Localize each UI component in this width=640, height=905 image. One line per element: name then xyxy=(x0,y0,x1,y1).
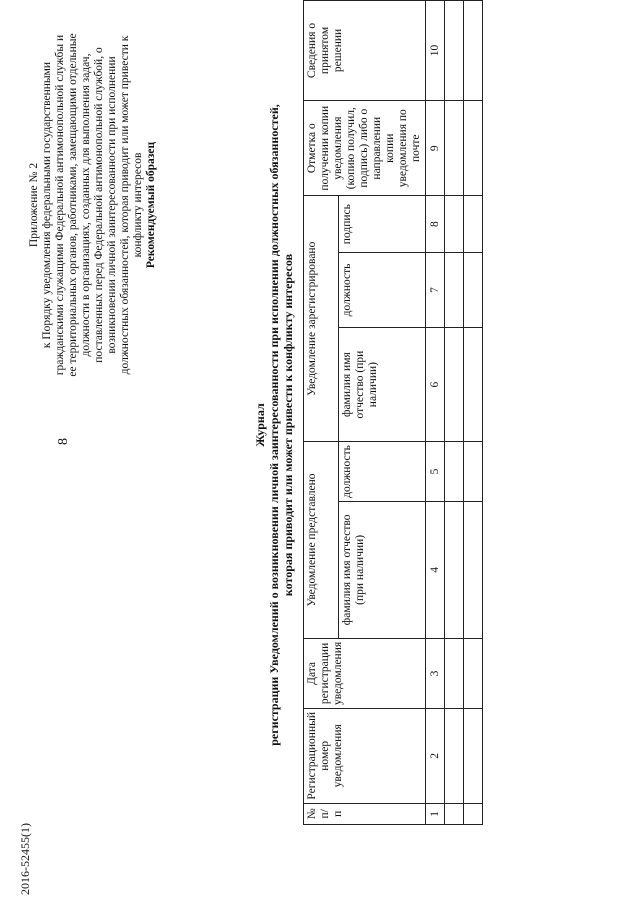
subheader-registered-fio: фамилия имя отчество (при наличии) xyxy=(339,328,426,442)
appendix-line: должности в организациях, созданных для выполнения задач, xyxy=(80,53,92,357)
journal-subtitle-2: которая приводит или может привести к конфликту интересов xyxy=(281,253,295,597)
column-number: 10 xyxy=(426,1,445,101)
col-header-reg-number: Регистрационный номер уведомления xyxy=(304,709,426,804)
subheader-registered-signature: подпись xyxy=(339,196,426,252)
journal-subtitle-1: регистрации Уведомлений о возникновении личной заинтересованности при исполнении должностных обязанностей, xyxy=(267,104,281,746)
subheader-submitted-position: должность xyxy=(339,442,426,502)
appendix-line: к Порядку уведомления федеральными государственными xyxy=(41,61,53,349)
appendix-line: ее территориальных органов, работниками, замещающими отдельные xyxy=(67,33,79,377)
col-header-submitted: Уведомление представлено xyxy=(304,442,339,639)
journal-title: Журнал xyxy=(253,403,267,447)
column-number-row xyxy=(426,1,445,825)
table-row xyxy=(464,1,483,825)
appendix-line: должностных обязанностей, которая приводит или может привести к xyxy=(119,35,131,375)
appendix-title: Приложение № 2 xyxy=(28,162,40,248)
appendix-block xyxy=(28,25,158,385)
col-header-decision: Сведения о принятом решении xyxy=(304,1,426,101)
column-number: 3 xyxy=(426,638,445,708)
page-number: 8 xyxy=(56,438,71,445)
appendix-line: гражданскими служащими Федеральной антимонопольной службы и xyxy=(54,34,66,376)
subheader-registered-position: должность xyxy=(339,252,426,327)
footer-code: 2016-52455(1) xyxy=(18,823,32,895)
journal-title-block xyxy=(253,85,295,765)
column-number: 6 xyxy=(426,328,445,442)
column-number: 7 xyxy=(426,252,445,327)
col-header-registered: Уведомление зарегистрировано xyxy=(304,196,339,442)
appendix-line: возникновении личной заинтересованности при исполнении xyxy=(106,56,118,354)
column-number: 1 xyxy=(426,803,445,824)
appendix-line: поставленных перед Федеральной антимонопольной службой, о xyxy=(93,47,105,363)
column-number: 9 xyxy=(426,100,445,196)
table-row xyxy=(445,1,464,825)
column-number: 5 xyxy=(426,442,445,502)
col-header-reg-date: Дата регистрации уведомления xyxy=(304,638,426,708)
col-header-copy-mark: Отметка о получении копии уведомления (копию получил, подпись) либо о направлении копии уведомления по почте xyxy=(304,100,426,196)
col-header-no: № п/п xyxy=(304,803,426,824)
subheader-submitted-fio: фамилия имя отчество (при наличии) xyxy=(339,501,426,638)
appendix-line: конфликту интересов xyxy=(132,152,144,258)
column-number: 4 xyxy=(426,501,445,638)
header-row xyxy=(304,1,339,825)
sample-label: Рекомендуемый образец xyxy=(145,141,157,269)
column-number: 8 xyxy=(426,196,445,252)
column-number: 2 xyxy=(426,709,445,804)
journal-table xyxy=(303,0,483,825)
